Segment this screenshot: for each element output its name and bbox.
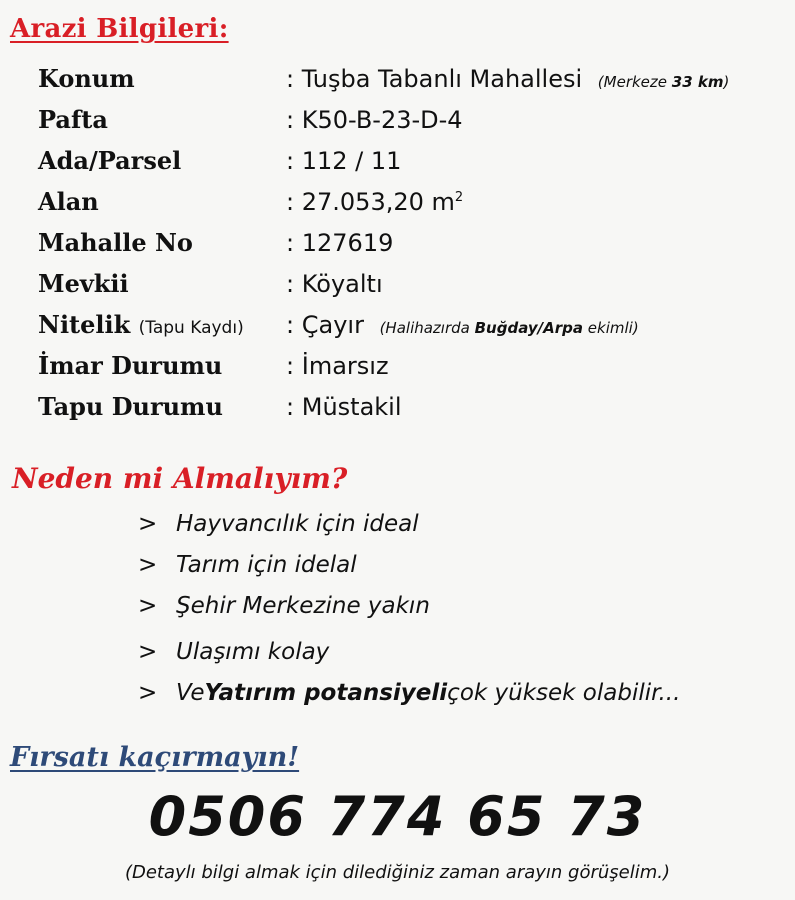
info-row-tapu-durumu: [38, 386, 788, 427]
reasons-list: [138, 503, 680, 713]
info-row-konum: [38, 58, 788, 99]
info-label: Konum: [38, 64, 135, 93]
chevron-right-icon: >: [138, 551, 158, 578]
footnote: (Detaylı bilgi almak için dilediğiniz zaman arayın görüşelim.): [124, 862, 671, 883]
info-row-imar-durumu: [38, 345, 788, 386]
info-label: Pafta: [38, 105, 108, 134]
info-label-sub: (Tapu Kaydı): [138, 318, 244, 338]
info-value: : 112 / 11: [286, 146, 402, 175]
chevron-right-icon: >: [138, 638, 158, 665]
property-info-table: [38, 58, 788, 427]
info-label: Ada/Parsel: [38, 146, 182, 175]
info-value: : Tuşba Tabanlı Mahallesi (Merkeze 33 km): [286, 64, 730, 93]
info-label: Tapu Durumu: [38, 392, 223, 421]
info-row-pafta: [38, 99, 788, 140]
info-row-mahalle-no: [38, 222, 788, 263]
info-label: Mahalle No: [38, 228, 193, 257]
info-value: : 127619: [286, 228, 394, 257]
cta-heading: Fırsatı kaçırmayın!: [10, 742, 300, 773]
info-row-alan: [38, 181, 788, 222]
info-value: : İmarsız: [286, 351, 389, 380]
distance-note: (Merkeze 33 km): [597, 72, 730, 91]
crop-note: (Halihazırda Buğday/Arpa ekimli): [379, 318, 639, 337]
chevron-right-icon: >: [138, 679, 158, 706]
list-item: > Ulaşımı kolay: [138, 638, 330, 665]
info-value: : K50-B-23-D-4: [286, 105, 463, 134]
info-value: : 27.053,20 $m^2$: [286, 187, 464, 216]
phone-number: 0506 774 65 73: [148, 785, 647, 848]
info-row-ada-parsel: [38, 140, 788, 181]
info-label: İmar Durumu: [38, 351, 223, 380]
list-item: > Şehir Merkezine yakın: [138, 592, 430, 619]
info-label: Mevkii: [38, 269, 129, 298]
list-item: > Hayvancılık için ideal: [138, 510, 419, 537]
chevron-right-icon: >: [138, 510, 158, 537]
info-value: : Köyaltı: [286, 269, 383, 298]
chevron-right-icon: >: [138, 592, 158, 619]
info-value: : Çayır (Halihazırda Buğday/Arpa ekimli): [286, 310, 639, 339]
list-item: > Ve Yatırım potansiyeli çok yüksek olabilir...: [138, 679, 681, 706]
why-title: Neden mi Almalıyım?: [12, 462, 348, 495]
list-item: > Tarım için idelal: [138, 551, 357, 578]
separator: :: [286, 64, 295, 93]
info-label: Alan: [38, 187, 99, 216]
info-row-mevkii: [38, 263, 788, 304]
info-label: Nitelik (Tapu Kaydı): [38, 310, 244, 339]
section-title: Arazi Bilgileri:: [10, 14, 229, 44]
info-row-nitelik: [38, 304, 788, 345]
info-value: : Müstakil: [286, 392, 402, 421]
